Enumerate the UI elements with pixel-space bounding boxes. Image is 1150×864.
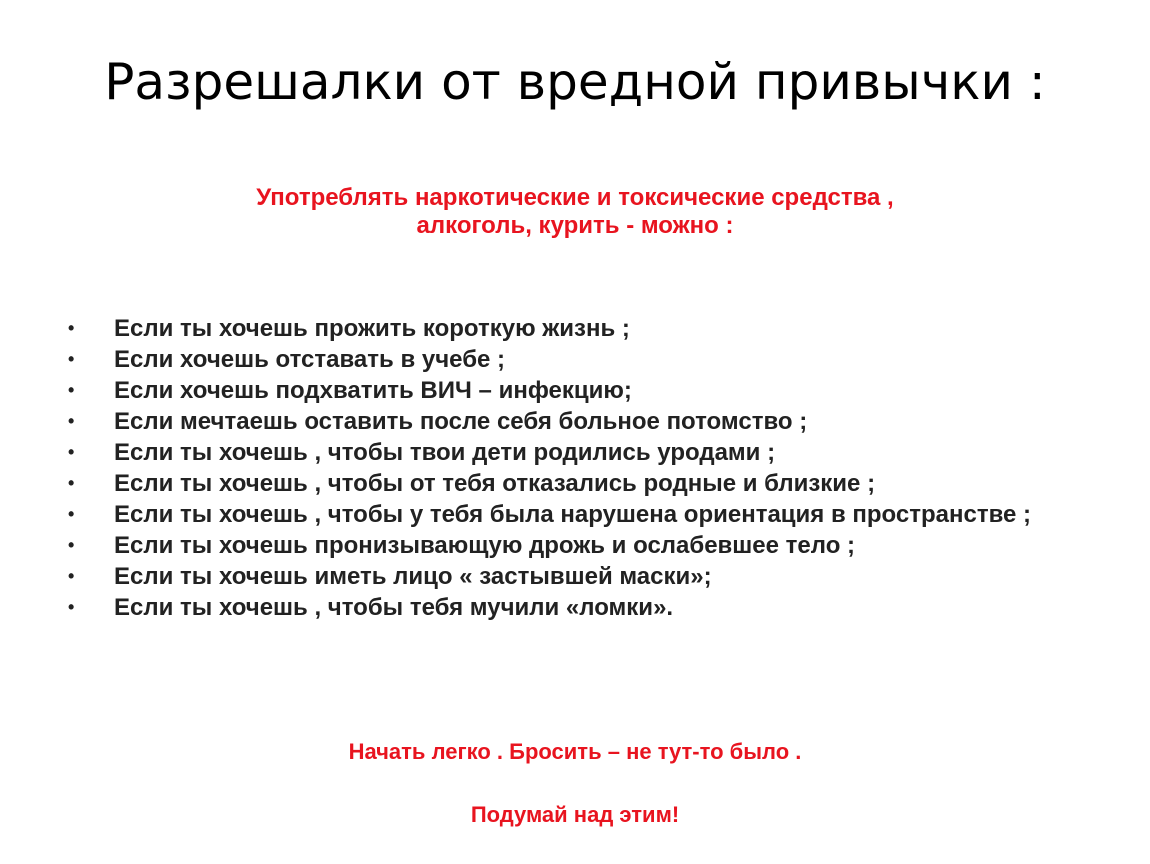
list-item-text: Если хочешь подхватить ВИЧ – инфекцию; — [114, 377, 632, 404]
bullet-icon: • — [68, 473, 75, 493]
subtitle-line-2: алкоголь, курить - можно : — [416, 212, 734, 239]
slide-title: Разрешалки от вредной привычки : — [104, 53, 1046, 111]
list-item-text: Если ты хочешь иметь лицо « застывшей маски»; — [114, 563, 712, 590]
list-item — [66, 471, 1066, 496]
bullet-list — [66, 316, 1066, 626]
list-item-text: Если хочешь отставать в учебе ; — [114, 346, 506, 373]
list-item — [66, 595, 1066, 620]
list-item — [66, 564, 1066, 589]
list-item-text: Если ты хочешь , чтобы твои дети родились уродами ; — [114, 439, 776, 466]
list-item-text: Если ты хочешь , чтобы у тебя была нарушена ориентация в пространстве ; — [114, 501, 1032, 528]
bullet-icon: • — [68, 566, 75, 586]
list-item — [66, 440, 1066, 465]
list-item — [66, 316, 1066, 341]
bullet-icon: • — [68, 349, 75, 369]
list-item-text: Если ты хочешь , чтобы от тебя отказались родные и близкие ; — [114, 470, 876, 497]
bullet-icon: • — [68, 318, 75, 338]
bullet-icon: • — [68, 504, 75, 524]
list-item-text: Если ты хочешь прожить короткую жизнь ; — [114, 315, 630, 342]
list-item — [66, 378, 1066, 403]
bullet-icon: • — [68, 380, 75, 400]
subtitle-line-1: Употреблять наркотические и токсические средства , — [256, 184, 894, 211]
list-item — [66, 533, 1066, 558]
subtitle — [100, 184, 1050, 240]
list-item — [66, 502, 1066, 527]
footer-warning: Начать легко . Бросить – не тут-то было . — [348, 739, 802, 764]
list-item-text: Если мечтаешь оставить после себя больное потомство ; — [114, 408, 808, 435]
bullet-icon: • — [68, 411, 75, 431]
bullet-icon: • — [68, 597, 75, 617]
list-item-text: Если ты хочешь , чтобы тебя мучили «ломки». — [114, 594, 674, 621]
bullet-icon: • — [68, 535, 75, 555]
footer-call-to-action: Подумай над этим! — [470, 802, 680, 827]
list-item-text: Если ты хочешь пронизывающую дрожь и ослабевшее тело ; — [114, 532, 856, 559]
list-item — [66, 409, 1066, 434]
list-item — [66, 347, 1066, 372]
bullet-icon: • — [68, 442, 75, 462]
